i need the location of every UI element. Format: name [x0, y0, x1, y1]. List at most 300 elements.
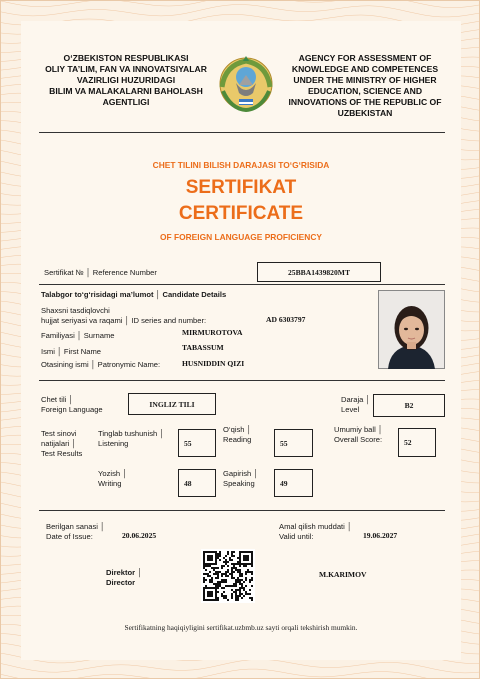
qr-module: [227, 569, 229, 571]
qr-module: [229, 585, 231, 587]
qr-module: [207, 559, 209, 561]
qr-module: [235, 593, 237, 595]
qr-module: [209, 559, 211, 561]
qr-module: [247, 569, 249, 571]
qr-module: [213, 569, 215, 571]
qr-module: [205, 579, 207, 581]
qr-module: [211, 567, 213, 569]
qr-module: [211, 579, 213, 581]
qr-module: [235, 583, 237, 585]
qr-module: [239, 551, 241, 553]
qr-module: [245, 565, 247, 567]
qr-module: [249, 589, 251, 591]
qr-module: [207, 555, 209, 557]
overall-score-box: 52: [398, 428, 436, 457]
qr-module: [205, 585, 207, 587]
overall-label-line-1: Umumiy ball │: [334, 425, 383, 434]
qr-module: [205, 587, 207, 589]
qr-module: [225, 555, 227, 557]
qr-module: [219, 581, 221, 583]
qr-module: [203, 597, 205, 599]
qr-module: [239, 575, 241, 577]
qr-module: [203, 595, 205, 597]
qr-module: [251, 597, 253, 599]
qr-module: [243, 555, 245, 557]
qr-module: [205, 565, 207, 567]
qr-module: [241, 563, 243, 565]
qr-module: [237, 561, 239, 563]
qr-module: [229, 559, 231, 561]
qr-module: [211, 587, 213, 589]
qr-module: [235, 599, 237, 601]
qr-module: [221, 581, 223, 583]
qr-module: [245, 579, 247, 581]
results-label-line-1: Test sinovi: [41, 429, 77, 438]
qr-module: [227, 571, 229, 573]
qr-module: [231, 567, 233, 569]
qr-module: [211, 577, 213, 579]
qr-module: [203, 565, 205, 567]
qr-module: [223, 557, 225, 559]
qr-module: [239, 591, 241, 593]
candidate-photo: [378, 290, 445, 369]
header-right-line: INNOVATIONS OF THE REPUBLIC OF: [288, 97, 442, 107]
qr-module: [203, 555, 205, 557]
qr-module: [207, 599, 209, 601]
qr-module: [233, 555, 235, 557]
qr-module: [203, 557, 205, 559]
qr-module: [203, 581, 205, 583]
qr-module: [243, 551, 245, 553]
language-value-box: INGLIZ TILI: [128, 393, 216, 415]
qr-module: [237, 595, 239, 597]
qr-module: [251, 555, 253, 557]
header-right-line: UZBEKISTAN: [337, 108, 393, 118]
patronymic-label: Otasining ismi │ Patronymic Name:: [41, 360, 161, 369]
qr-module: [231, 571, 233, 573]
qr-module: [225, 563, 227, 565]
director-name: M.KARIMOV: [319, 570, 367, 579]
qr-module: [215, 553, 217, 555]
patronymic-value: HUSNIDDIN QIZI: [182, 359, 245, 368]
qr-module: [237, 577, 239, 579]
qr-module: [217, 585, 219, 587]
qr-module: [215, 567, 217, 569]
header-left-line: OLIY TA’LIM, FAN VA INNOVATSIYALAR: [45, 64, 207, 74]
qr-module: [249, 593, 251, 595]
firstname-label: Ismi │ First Name: [41, 347, 102, 356]
qr-module: [217, 599, 219, 601]
qr-module: [211, 557, 213, 559]
qr-module: [221, 575, 223, 577]
qr-module: [209, 579, 211, 581]
qr-module: [245, 555, 247, 557]
qr-module: [219, 555, 221, 557]
qr-module: [207, 563, 209, 565]
candidate-divider: [39, 380, 445, 381]
qr-module: [213, 599, 215, 601]
qr-module: [209, 581, 211, 583]
valid-date-value: 19.06.2027: [363, 531, 398, 540]
qr-module: [239, 553, 241, 555]
qr-module: [221, 573, 223, 575]
qr-module: [241, 573, 243, 575]
qr-module: [231, 595, 233, 597]
reading-label-line-2: Reading: [223, 435, 252, 444]
qr-module: [227, 553, 229, 555]
issue-date-value: 20.06.2025: [122, 531, 157, 540]
qr-module: [231, 573, 233, 575]
qr-module: [209, 571, 211, 573]
qr-module: [233, 577, 235, 579]
qr-module: [211, 559, 213, 561]
qr-module: [243, 589, 245, 591]
writing-label-line-2: Writing: [98, 479, 122, 488]
reference-divider: [39, 284, 445, 285]
qr-module: [203, 567, 205, 569]
qr-module: [239, 555, 241, 557]
reading-label-line-1: O‘qish │: [223, 425, 252, 434]
qr-module: [207, 551, 209, 553]
header-right-line: KNOWLEDGE AND COMPETENCES: [291, 64, 439, 74]
qr-module: [203, 579, 205, 581]
qr-module: [227, 565, 229, 567]
qr-module: [237, 569, 239, 571]
qr-module: [251, 553, 253, 555]
qr-module: [251, 551, 253, 553]
qr-module: [249, 597, 251, 599]
qr-module: [203, 591, 205, 593]
qr-module: [243, 563, 245, 565]
qr-module: [215, 571, 217, 573]
qr-module: [239, 573, 241, 575]
qr-module: [213, 587, 215, 589]
results-label-line-2: natijalari │: [41, 439, 77, 448]
header-left-line: O‘ZBEKISTON RESPUBLIKASI: [63, 53, 189, 63]
qr-module: [247, 557, 249, 559]
language-label-line-2: Foreign Language: [41, 405, 103, 414]
qr-module: [239, 565, 241, 567]
qr-module: [215, 595, 217, 597]
qr-module: [231, 563, 233, 565]
qr-module: [231, 553, 233, 555]
listening-label-line-2: Listening: [98, 439, 129, 448]
state-emblem-icon: [217, 53, 275, 115]
qr-module: [207, 593, 209, 595]
qr-module: [213, 583, 215, 585]
speaking-label-line-1: Gapirish │: [223, 469, 259, 478]
qr-module: [243, 581, 245, 583]
qr-module: [215, 583, 217, 585]
qr-module: [247, 555, 249, 557]
qr-module: [215, 577, 217, 579]
qr-module: [227, 599, 229, 601]
qr-module: [233, 567, 235, 569]
qr-module: [239, 583, 241, 585]
qr-module: [245, 573, 247, 575]
qr-module: [239, 579, 241, 581]
qr-module: [219, 553, 221, 555]
qr-module: [223, 597, 225, 599]
qr-module: [235, 597, 237, 599]
qr-module: [209, 595, 211, 597]
qr-module: [227, 585, 229, 587]
qr-module: [249, 579, 251, 581]
header-right-line: EDUCATION, SCIENCE AND: [307, 86, 423, 96]
qr-module: [215, 555, 217, 557]
qr-module: [245, 585, 247, 587]
qr-module: [225, 585, 227, 587]
qr-module: [227, 561, 229, 563]
qr-module: [217, 567, 219, 569]
qr-module: [251, 561, 253, 563]
qr-module: [245, 591, 247, 593]
header-right-line: AGENCY FOR ASSESSMENT OF: [298, 53, 432, 63]
qr-module: [243, 557, 245, 559]
qr-module: [203, 573, 205, 575]
language-label-line-1: Chet tili │: [41, 395, 74, 404]
qr-module: [239, 587, 241, 589]
qr-module: [237, 581, 239, 583]
qr-module: [209, 599, 211, 601]
qr-module: [237, 589, 239, 591]
guilloche-line: [1, 5, 480, 17]
qr-module: [231, 569, 233, 571]
qr-module: [245, 557, 247, 559]
qr-module: [241, 593, 243, 595]
qr-module: [235, 569, 237, 571]
qr-module: [225, 581, 227, 583]
qr-module: [235, 581, 237, 583]
qr-module: [231, 585, 233, 587]
qr-module: [245, 563, 247, 565]
qr-module: [231, 589, 233, 591]
qr-module: [225, 575, 227, 577]
qr-module: [239, 571, 241, 573]
qr-module: [239, 593, 241, 595]
qr-module: [241, 551, 243, 553]
qr-module: [239, 563, 241, 565]
results-label-line-3: Test Results: [41, 449, 83, 458]
qr-module: [233, 551, 235, 553]
qr-module: [211, 591, 213, 593]
title-main-en: CERTIFICATE: [178, 203, 304, 224]
issue-label-line-2: Date of Issue:: [46, 532, 93, 541]
level-value-box: B2: [373, 394, 445, 417]
qr-module: [215, 585, 217, 587]
qr-module: [225, 579, 227, 581]
id-label-line-2: hujjat seriyasi va raqami │ ID series and number:: [41, 316, 207, 325]
qr-module: [233, 585, 235, 587]
qr-module: [209, 587, 211, 589]
qr-module: [217, 577, 219, 579]
header-divider: [39, 132, 445, 133]
qr-module: [245, 593, 247, 595]
qr-module: [239, 589, 241, 591]
header-left-line: BILIM VA MALAKALARNI BAHOLASH: [49, 86, 203, 96]
qr-module: [223, 565, 225, 567]
qr-module: [231, 593, 233, 595]
qr-module: [225, 573, 227, 575]
qr-module: [209, 565, 211, 567]
qr-module: [203, 551, 205, 553]
qr-module: [231, 577, 233, 579]
qr-module: [241, 587, 243, 589]
qr-module: [233, 565, 235, 567]
qr-module: [215, 589, 217, 591]
qr-module: [217, 573, 219, 575]
qr-module: [251, 577, 253, 579]
reading-score-box: 55: [274, 429, 313, 457]
qr-module: [211, 581, 213, 583]
qr-module: [203, 553, 205, 555]
qr-module: [215, 599, 217, 601]
qr-module: [213, 551, 215, 553]
qr-module: [205, 569, 207, 571]
header-left: [41, 53, 211, 108]
director-label-line-2: Director: [106, 578, 136, 587]
qr-module: [223, 581, 225, 583]
qr-module: [251, 585, 253, 587]
director-label-line-1: Direktor │: [106, 568, 142, 577]
qr-module: [221, 587, 223, 589]
qr-module: [215, 559, 217, 561]
qr-module: [225, 595, 227, 597]
qr-module: [229, 573, 231, 575]
qr-module: [239, 569, 241, 571]
qr-module: [249, 551, 251, 553]
qr-module: [207, 575, 209, 577]
qr-module: [203, 561, 205, 563]
qr-module: [215, 591, 217, 593]
qr-module: [205, 573, 207, 575]
writing-label-line-1: Yozish │: [98, 469, 127, 478]
qr-module: [251, 557, 253, 559]
qr-module: [237, 579, 239, 581]
qr-module: [207, 557, 209, 559]
qr-module: [223, 573, 225, 575]
qr-module: [231, 559, 233, 561]
qr-module: [203, 593, 205, 595]
qr-module: [235, 567, 237, 569]
speaking-label-line-2: Speaking: [223, 479, 255, 488]
qr-module: [239, 581, 241, 583]
qr-module: [235, 585, 237, 587]
qr-module: [213, 563, 215, 565]
guilloche-line: [1, 659, 480, 673]
qr-module: [241, 583, 243, 585]
qr-module: [249, 581, 251, 583]
qr-module: [217, 591, 219, 593]
qr-module: [251, 571, 253, 573]
qr-module: [215, 563, 217, 565]
qr-module: [215, 561, 217, 563]
qr-module: [233, 563, 235, 565]
qr-module: [243, 559, 245, 561]
qr-module: [223, 579, 225, 581]
qr-module: [217, 553, 219, 555]
qr-module: [231, 555, 233, 557]
qr-module: [211, 563, 213, 565]
qr-module: [235, 595, 237, 597]
qr-module: [251, 599, 253, 601]
qr-module: [223, 587, 225, 589]
qr-module: [215, 593, 217, 595]
listening-label-line-1: Tinglab tushunish │: [98, 429, 165, 438]
qr-module: [251, 559, 253, 561]
qr-module: [215, 573, 217, 575]
qr-module: [217, 581, 219, 583]
verification-note: Sertifikatning haqiqiyligini sertifikat.uzbmb.uz sayti orqali tekshirish mumkin.: [124, 623, 358, 632]
qr-module: [241, 597, 243, 599]
surname-value: MIRMUROTOVA: [182, 328, 243, 337]
qr-module: [211, 551, 213, 553]
firstname-value: TABASSUM: [182, 343, 224, 352]
qr-module: [211, 555, 213, 557]
qr-module: [221, 567, 223, 569]
qr-module: [251, 579, 253, 581]
issue-label-line-1: Berilgan sanasi │: [46, 522, 105, 531]
listening-score-box: 55: [178, 429, 216, 457]
qr-module: [233, 571, 235, 573]
qr-module: [225, 561, 227, 563]
header-left-line: AGENTLIGI: [102, 97, 150, 107]
qr-module: [233, 583, 235, 585]
qr-module: [211, 599, 213, 601]
id-label-line-1: Shaxsni tasdiqlovchi: [41, 306, 110, 315]
qr-module: [227, 575, 229, 577]
qr-module: [209, 591, 211, 593]
qr-module: [221, 593, 223, 595]
qr-module: [251, 565, 253, 567]
id-value: AD 6303797: [266, 315, 306, 324]
qr-module: [207, 591, 209, 593]
qr-module: [245, 571, 247, 573]
qr-module: [209, 593, 211, 595]
qr-module: [245, 577, 247, 579]
qr-module: [207, 565, 209, 567]
valid-label-line-2: Valid until:: [279, 532, 314, 541]
reference-label: Sertifikat № │ Reference Number: [44, 268, 157, 277]
qr-module: [245, 551, 247, 553]
header-right: [283, 53, 447, 119]
qr-module: [213, 573, 215, 575]
qr-module: [243, 565, 245, 567]
candidate-section-label: Talabgor to‘g‘risidagi ma’lumot │ Candidate Details: [41, 290, 227, 299]
qr-module: [239, 559, 241, 561]
qr-module: [209, 575, 211, 577]
qr-module: [225, 571, 227, 573]
qr-module: [217, 575, 219, 577]
qr-module: [217, 555, 219, 557]
qr-module: [219, 551, 221, 553]
qr-module: [237, 599, 239, 601]
qr-module: [203, 563, 205, 565]
qr-module: [209, 551, 211, 553]
qr-module: [203, 587, 205, 589]
qr-module: [237, 571, 239, 573]
qr-module: [205, 551, 207, 553]
qr-module: [221, 565, 223, 567]
qr-module: [217, 587, 219, 589]
qr-module: [235, 591, 237, 593]
qr-module: [249, 563, 251, 565]
qr-module: [221, 579, 223, 581]
qr-module: [247, 593, 249, 595]
qr-module: [209, 563, 211, 565]
qr-module: [205, 599, 207, 601]
title-pre: CHET TILINI BILISH DARAJASI TO‘G‘RISIDA: [152, 160, 330, 170]
